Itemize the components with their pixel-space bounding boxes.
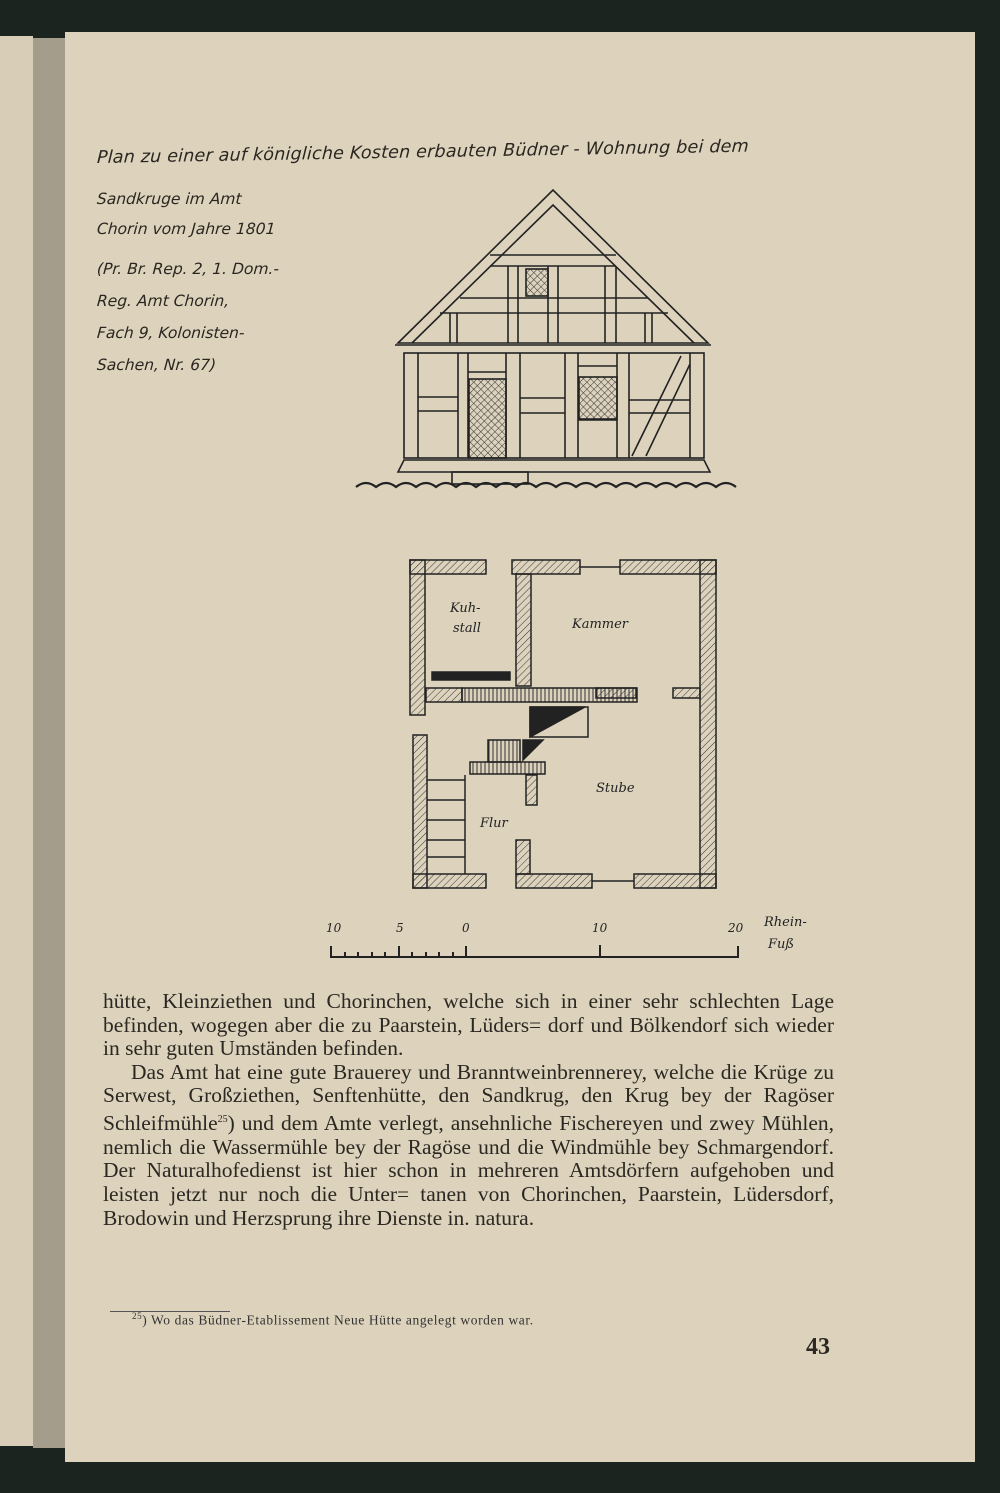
paragraph-text: ) und dem Amte verlegt, ansehnliche Fischereyen und zwey Mühlen, nemlich die Wassermühle bey der Ragöse und die Windmühle bey Schmargendorf. Der Naturalhofedienst ist hier schon in mehreren Amtsdörfern aufgehoben und leisten jetzt nur noch die Unter= tanen von Chorinchen, Paarstein, Lüdersdorf, Brodowin und Herzsprung ihre Dienste in. natura. — [103, 1111, 834, 1230]
page-number: 43 — [806, 1334, 830, 1360]
scale-bar — [331, 945, 738, 957]
room-label-kammer: Kammer — [572, 617, 629, 632]
source-line: Reg. Amt Chorin, — [96, 292, 230, 310]
footnote-ref: 25 — [217, 1113, 228, 1125]
source-line: (Pr. Br. Rep. 2, 1. Dom.- — [96, 260, 280, 278]
source-line: Fach 9, Kolonisten- — [96, 324, 246, 342]
footnote — [132, 1311, 534, 1329]
svg-text:20: 20 — [728, 921, 744, 935]
caption-line: Sandkruge im Amt — [96, 190, 243, 208]
footnote-mark: 25 — [132, 1311, 143, 1321]
caption-line: Chorin vom Jahre 1801 — [96, 220, 277, 238]
footnote-text: ) Wo das Büdner-Etablissement Neue Hütte angelegt worden war. — [142, 1312, 534, 1328]
svg-text:10: 10 — [326, 921, 342, 935]
source-line: Sachen, Nr. 67) — [96, 356, 217, 374]
body-text — [103, 990, 834, 1230]
svg-text:0: 0 — [462, 921, 470, 935]
paragraph: hütte, Kleinziethen und Chorinchen, welche sich in einer sehr schlechten Lage befinden, wogegen aber die zu Paarstein, Lüders= dorf und Bölkendorf sich wieder in sehr guten Umständen befinden. — [103, 989, 834, 1061]
paragraph — [103, 1061, 834, 1230]
house-elevation-drawing — [356, 190, 736, 487]
room-label-kuhstall: stall — [453, 621, 481, 636]
svg-text:10: 10 — [592, 921, 608, 935]
figure-caption-title: Plan zu einer auf königliche Kosten erbauten Büdner - Wohnung bei dem — [96, 136, 750, 169]
room-label-kuhstall: Kuh- — [450, 601, 481, 616]
scale-unit: Rhein- — [764, 915, 807, 930]
svg-text:5: 5 — [396, 921, 404, 935]
room-label-stube: Stube — [596, 781, 635, 796]
room-label-flur: Flur — [480, 816, 508, 831]
paragraph-text: Das Amt hat eine gute Brauerey und Branntweinbrennerey, welche die Krüge zu Serwest, Großziethen, Senftenhütte, den Sandkrug, den Krug bey der Ragöser Schleifmühle — [103, 1059, 834, 1136]
scale-unit: Fuß — [768, 937, 795, 952]
